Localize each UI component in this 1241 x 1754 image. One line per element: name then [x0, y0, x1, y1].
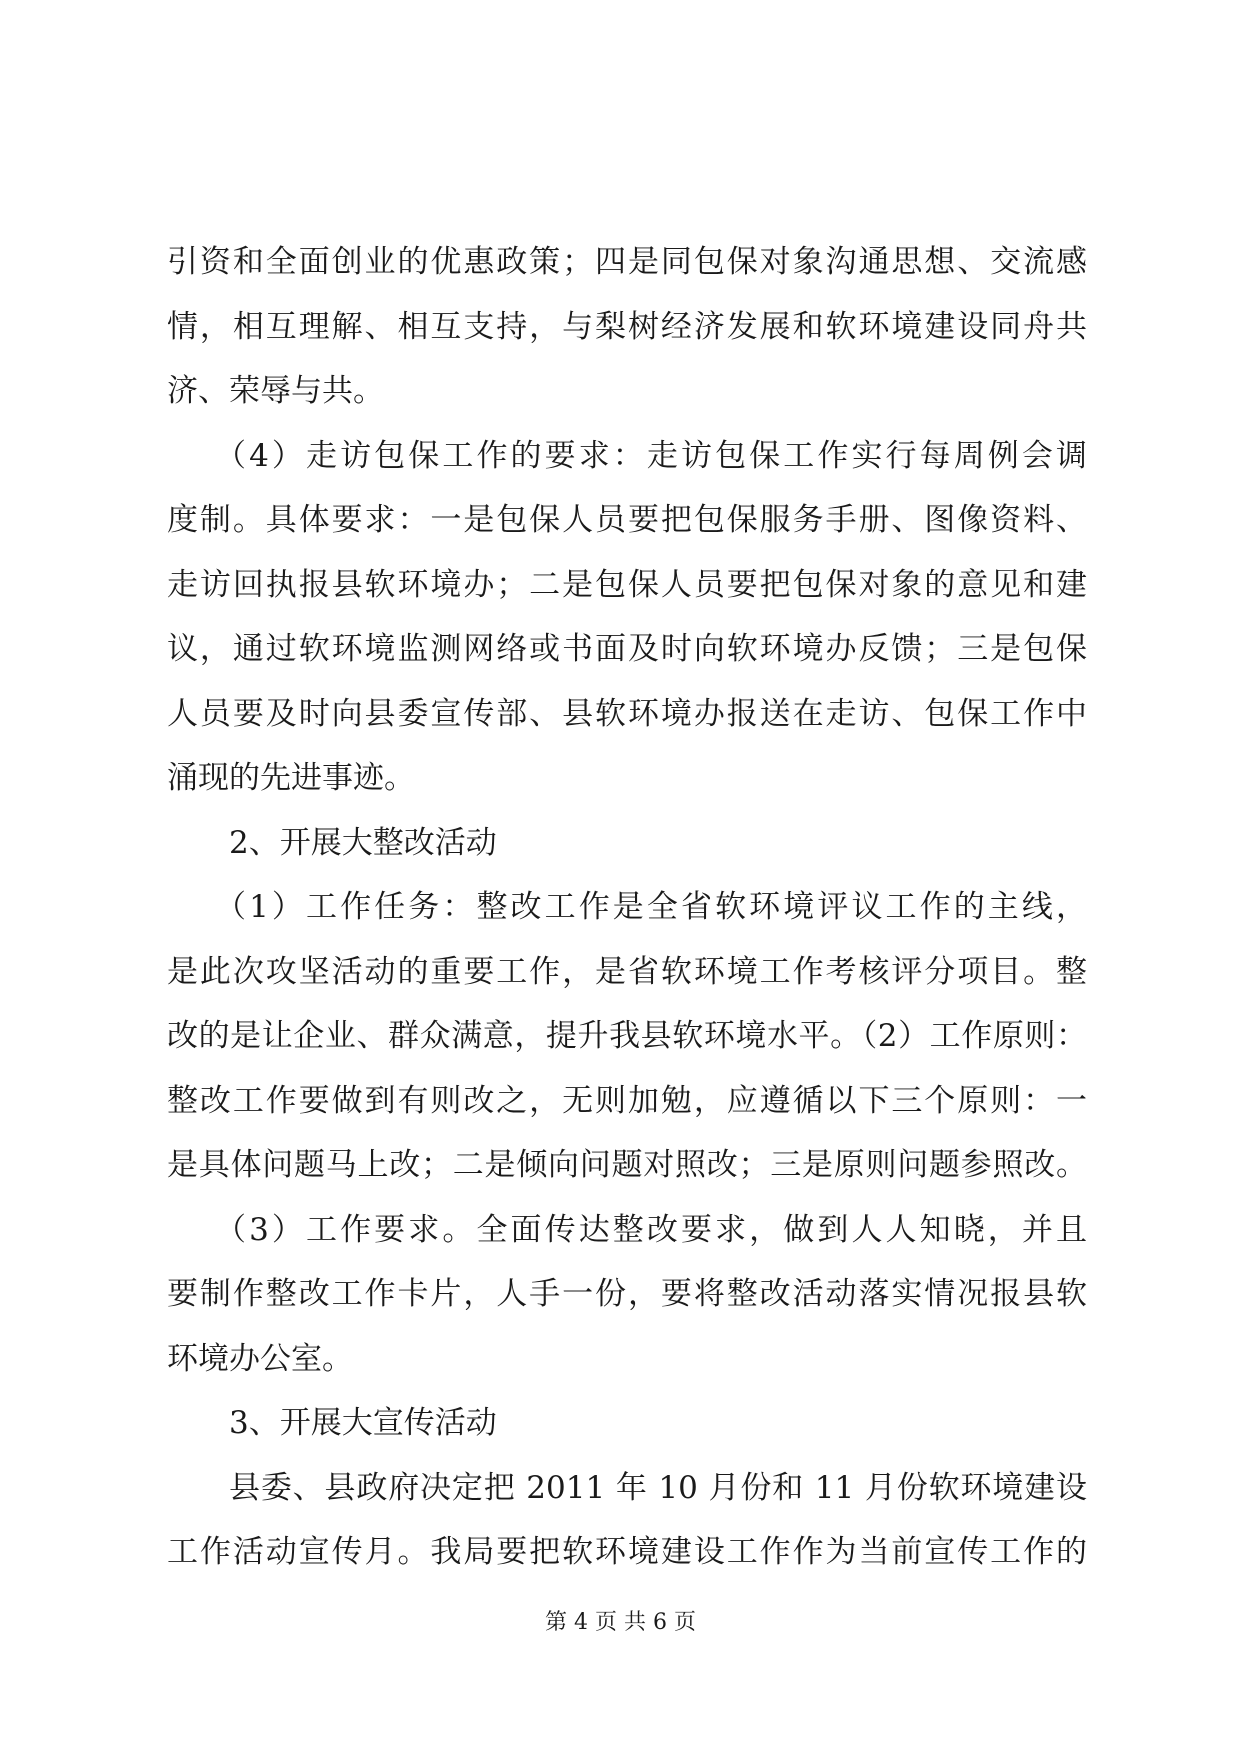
text-line: 走访回执报县软环境办；二是包保人员要把包保对象的意见和建: [167, 566, 1087, 603]
text-line: 改的是让企业、群众满意，提升我县软环境水平。（2）工作原则：: [167, 1018, 1087, 1054]
text-line: 县委、县政府决定把 2011 年 10 月份和 11 月份软环境建设: [229, 1469, 1087, 1506]
text-line: 环境办公室。: [167, 1340, 353, 1377]
text-line: 引资和全面创业的优惠政策；四是同包保对象沟通思想、交流感: [167, 244, 1087, 280]
text-line: 工作活动宣传月。我局要把软环境建设工作作为当前宣传工作的: [167, 1534, 1087, 1570]
text-line: 要制作整改工作卡片，人手一份，要将整改活动落实情况报县软: [167, 1276, 1087, 1312]
document-body: [167, 230, 1087, 1585]
section-heading: 2、开展大整改活动: [229, 824, 497, 861]
section-heading: 3、开展大宣传活动: [229, 1405, 497, 1441]
text-line: 人员要及时向县委宣传部、县软环境办报送在走访、包保工作中: [167, 695, 1087, 732]
text-line: （3）工作要求。全面传达整改要求，做到人人知晓，并且: [215, 1211, 1087, 1248]
text-line: 议，通过软环境监测网络或书面及时向软环境办反馈；三是包保: [167, 631, 1087, 667]
text-line: （4）走访包保工作的要求：走访包保工作实行每周例会调: [215, 437, 1087, 474]
text-line: （1）工作任务：整改工作是全省软环境评议工作的主线，: [215, 889, 1087, 925]
text-line: 涌现的先进事迹。: [167, 760, 415, 796]
text-line: 度制。具体要求：一是包保人员要把包保服务手册、图像资料、: [167, 502, 1087, 538]
text-line: 是具体问题马上改；二是倾向问题对照改；三是原则问题参照改。: [167, 1147, 1087, 1183]
text-line: 情，相互理解、相互支持，与梨树经济发展和软环境建设同舟共: [167, 308, 1087, 345]
text-line: 整改工作要做到有则改之，无则加勉，应遵循以下三个原则：一: [167, 1082, 1087, 1119]
text-line: 是此次攻坚活动的重要工作，是省软环境工作考核评分项目。整: [167, 953, 1087, 990]
page-footer: 第 4 页 共 6 页: [545, 1610, 696, 1635]
text-line: 济、荣辱与共。: [167, 373, 384, 409]
